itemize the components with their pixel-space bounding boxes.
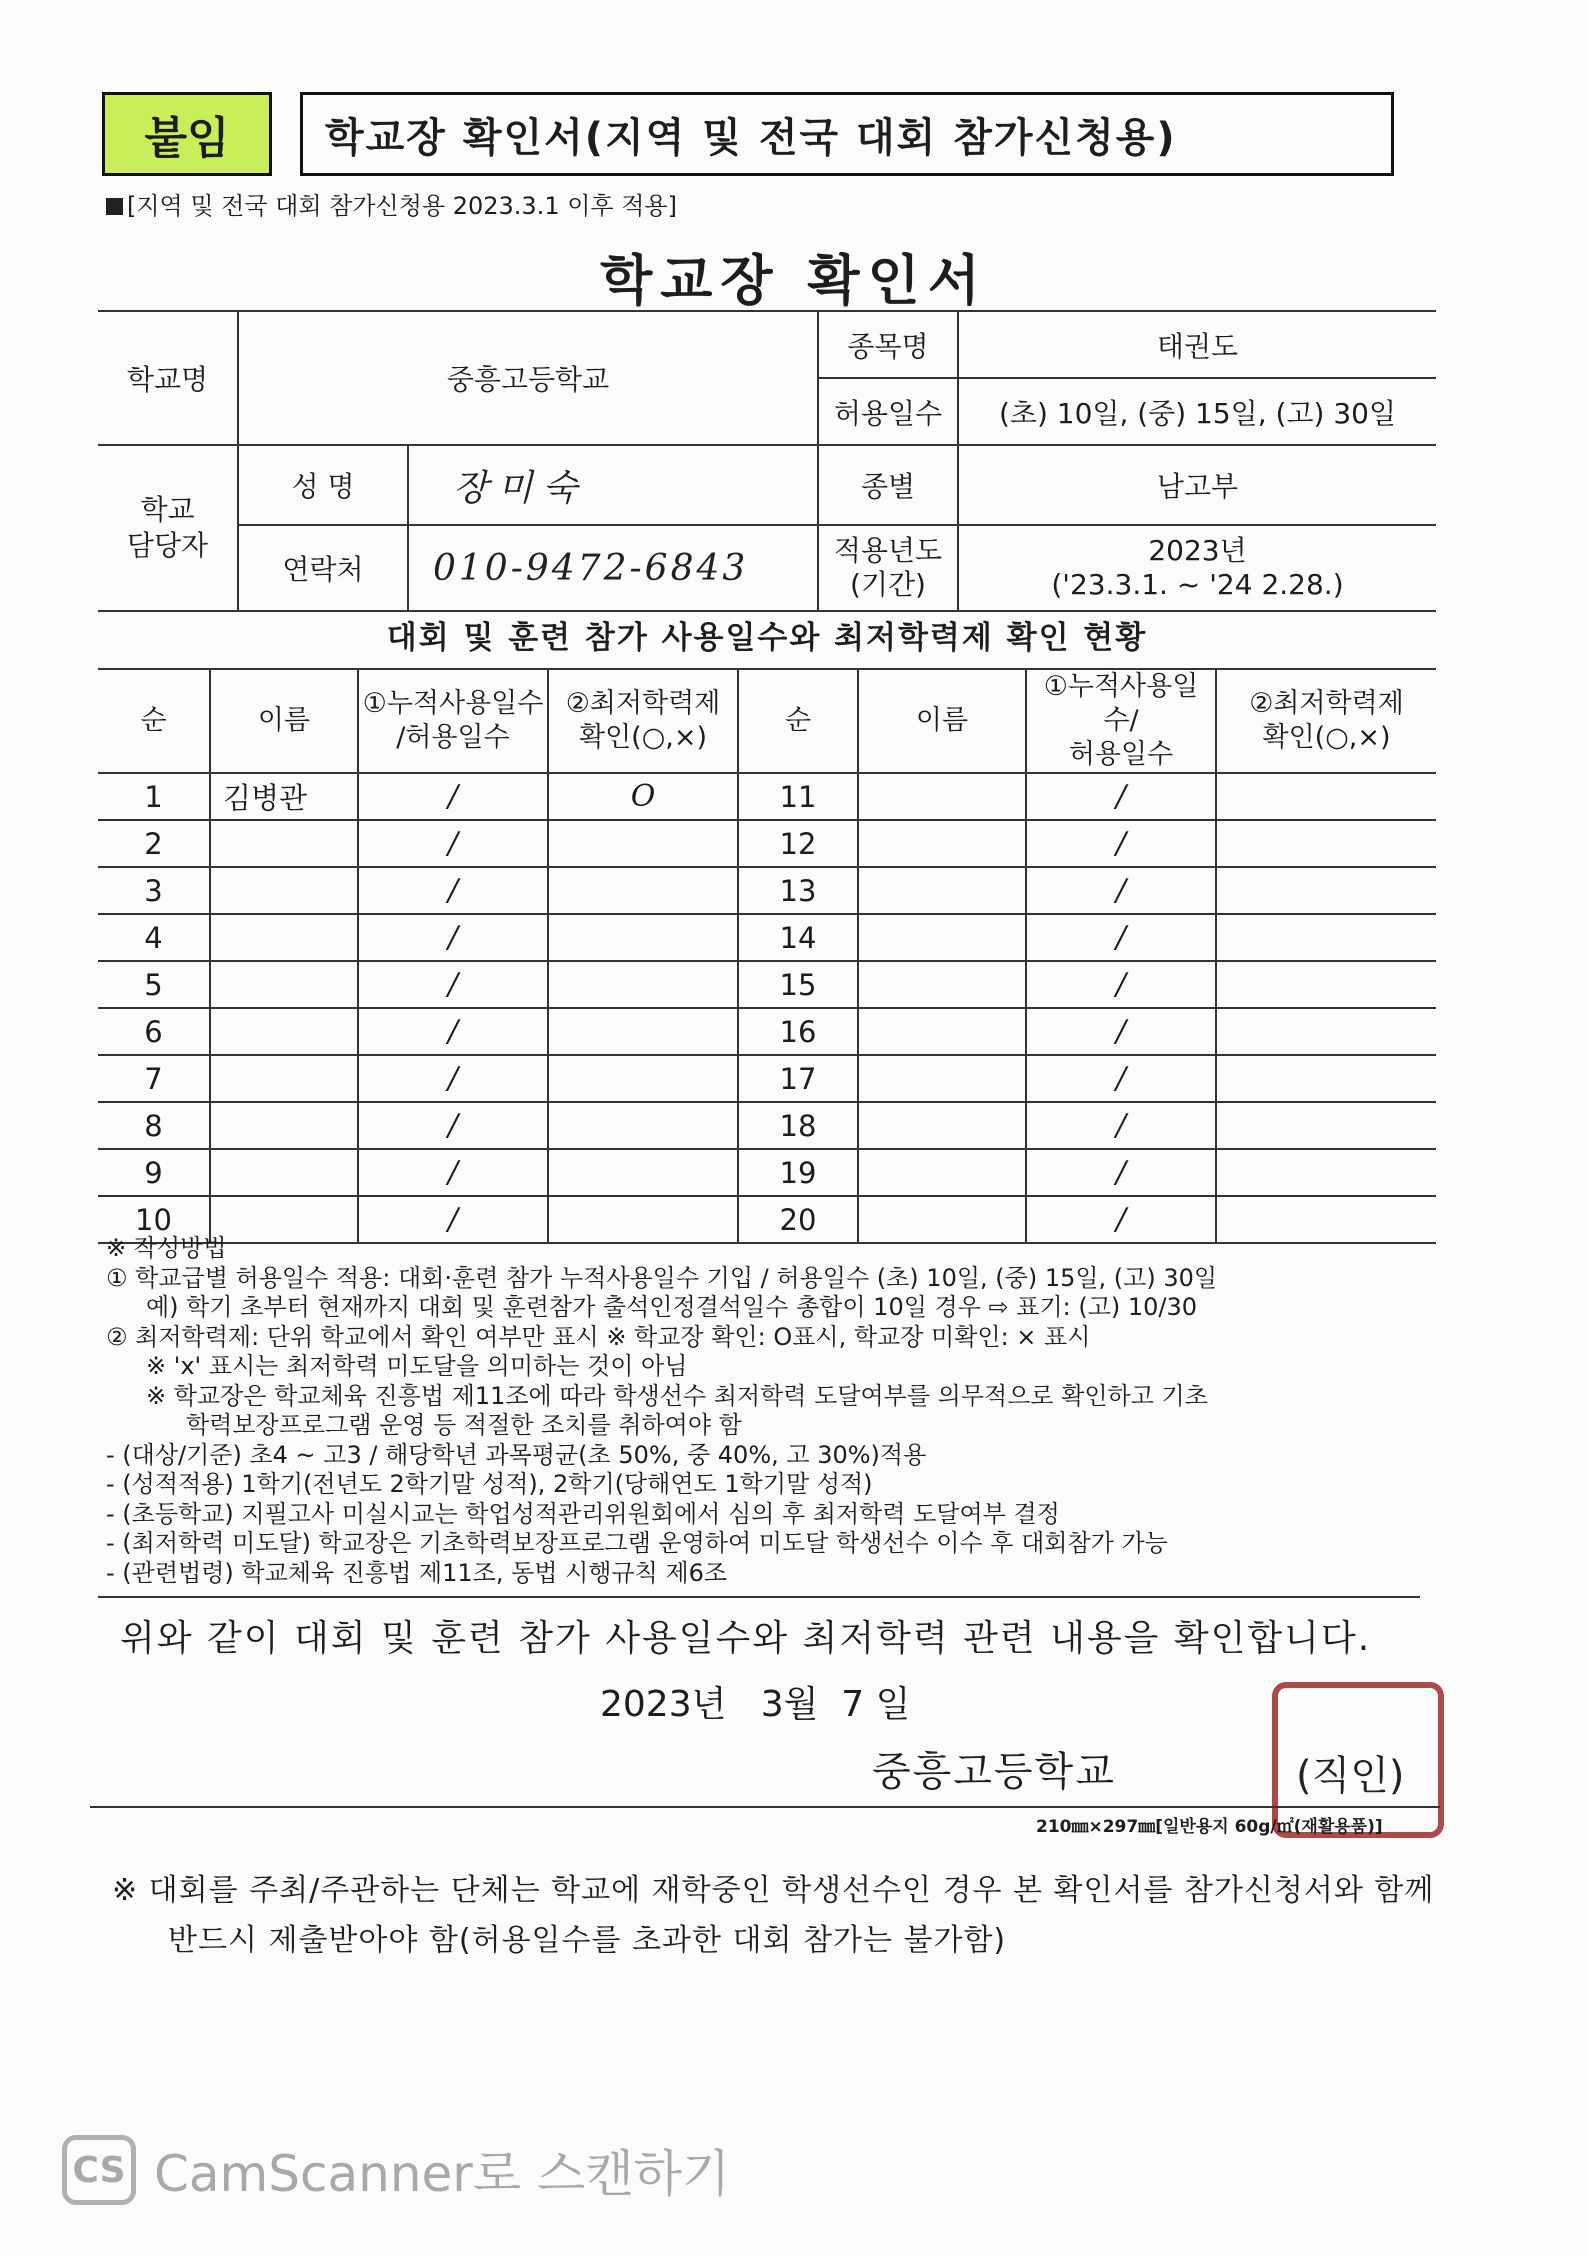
signer-school: 중흥고등학교 <box>872 1749 1116 1795</box>
note-line: - (관련법령) 학교체육 진흥법 제11조, 동법 시행규칙 제6조 <box>106 1558 728 1587</box>
note-line: ① 학교급별 허용일수 적용: 대회·훈련 참가 누적사용일수 기입 / 허용일수 (초) 10일, (중) 15일, (고) 30일 <box>106 1263 1218 1292</box>
subnote-text: [지역 및 전국 대회 참가신청용 2023.3.1 이후 적용] <box>127 192 677 220</box>
status-table <box>98 668 1436 1244</box>
row-name <box>210 1149 358 1196</box>
row-name <box>210 914 358 961</box>
row-days: / <box>358 867 548 914</box>
note-line: 예) 학기 초부터 현재까지 대회 및 훈련참가 출석인정결석일수 총합이 10일 경우 ⇨ 표기: (고) 10/30 <box>146 1293 1198 1321</box>
row-check-right <box>1216 1149 1436 1196</box>
contact-label: 연락처 <box>238 525 408 611</box>
status-title: 대회 및 훈련 참가 사용일수와 최저학력제 확인 현황 <box>386 620 1148 656</box>
row-check <box>548 1055 738 1102</box>
top-bar <box>102 92 1394 176</box>
subnote <box>106 186 677 221</box>
row-days-right: / <box>1026 773 1216 820</box>
table-row <box>98 867 1436 914</box>
row-name <box>210 961 358 1008</box>
row-no: 3 <box>98 867 210 914</box>
col-days-right: ①누적사용일수/ 허용일수 <box>1026 669 1216 773</box>
row-name: 김병관 <box>210 773 358 820</box>
note-line: - (대상/기준) 초4 ~ 고3 / 해당학년 과목평균(초 50%, 중 40%, 고 30%)적용 <box>106 1440 927 1469</box>
event-label: 종목명 <box>818 311 958 378</box>
attach-label: 붙임 <box>102 92 272 176</box>
row-name-right <box>858 1102 1026 1149</box>
note-line: - (성적적용) 1학기(전년도 2학기말 성적), 2학기(당해연도 1학기말 성적) <box>106 1470 873 1498</box>
col-no-right: 순 <box>738 669 858 773</box>
col-name-right: 이름 <box>858 669 1026 773</box>
note-line: ※ 학교장은 학교체육 진흥법 제11조에 따라 학생선수 최저학력 도달여부를 의무적으로 확인하고 기초 <box>146 1381 1208 1410</box>
row-check <box>548 961 738 1008</box>
note-line: - (최저학력 미도달) 학교장은 기초학력보장프로그램 운영하여 미도달 학생선수 이수 후 대회참가 가능 <box>106 1529 1168 1557</box>
row-check-right <box>1216 773 1436 820</box>
row-check <box>548 1102 738 1149</box>
row-name <box>210 867 358 914</box>
category-value: 남고부 <box>958 445 1436 525</box>
table-row <box>98 820 1436 867</box>
row-name <box>210 1055 358 1102</box>
contact-handwritten: 010-9472-6843 <box>408 525 818 611</box>
document-title: 학교장 확인서 <box>600 249 988 312</box>
row-days: / <box>358 914 548 961</box>
row-days: / <box>358 1196 548 1243</box>
row-days-right: / <box>1026 820 1216 867</box>
row-days-right: / <box>1026 1196 1216 1243</box>
note-line: 학력보장프로그램 운영 등 적절한 조치를 취하여야 함 <box>186 1411 742 1439</box>
school-name-value: 중흥고등학교 <box>238 311 818 445</box>
seal-label: (직인) <box>1296 1753 1405 1799</box>
row-no: 2 <box>98 820 210 867</box>
divider <box>90 1806 1440 1808</box>
note-line: - (초등학교) 지필고사 미실시교는 학업성적관리위원회에서 심의 후 최저학력 도달여부 결정 <box>106 1499 1060 1528</box>
col-check: ②최저학력제 확인(○,×) <box>548 669 738 773</box>
row-no-right: 11 <box>738 773 858 820</box>
row-days: / <box>358 773 548 820</box>
row-check-right <box>1216 1102 1436 1149</box>
col-days: ①누적사용일수 /허용일수 <box>358 669 548 773</box>
row-check: O <box>548 773 738 820</box>
row-name-right <box>858 773 1026 820</box>
confirm-statement: 위와 같이 대회 및 훈련 참가 사용일수와 최저학력 관련 내용을 확인합니다. <box>120 1618 1372 1659</box>
row-days: / <box>358 1102 548 1149</box>
table-row <box>98 1149 1436 1196</box>
row-no-right: 16 <box>738 1008 858 1055</box>
table-row <box>98 773 1436 820</box>
row-days-right: / <box>1026 961 1216 1008</box>
row-no: 7 <box>98 1055 210 1102</box>
notes <box>106 1234 1436 1588</box>
period-year: 2023년 <box>1148 534 1247 567</box>
row-no-right: 12 <box>738 820 858 867</box>
period-range: ('23.3.1. ~ '24 2.28.) <box>1051 568 1344 601</box>
table-row <box>98 914 1436 961</box>
row-check-right <box>1216 1055 1436 1102</box>
row-name <box>210 820 358 867</box>
row-days-right: / <box>1026 1102 1216 1149</box>
col-name: 이름 <box>210 669 358 773</box>
paper-size: 210㎜×297㎜[일반용지 60g/㎡(재활용품)] <box>1036 1817 1383 1837</box>
col-no: 순 <box>98 669 210 773</box>
allowed-days-value: (초) 10일, (중) 15일, (고) 30일 <box>958 378 1436 445</box>
row-no-right: 19 <box>738 1149 858 1196</box>
row-name <box>210 1102 358 1149</box>
period-label: 적용년도 (기간) <box>818 525 958 611</box>
row-check <box>548 867 738 914</box>
row-check <box>548 1149 738 1196</box>
bottom-note <box>112 1866 1442 1966</box>
row-no: 5 <box>98 961 210 1008</box>
notes-heading: ※ 작성방법 <box>106 1234 227 1262</box>
row-name-right <box>858 867 1026 914</box>
row-days: / <box>358 1055 548 1102</box>
row-days: / <box>358 1149 548 1196</box>
sign-date: 2023년 3월 7 일 <box>600 1684 911 1725</box>
row-name-right <box>858 1008 1026 1055</box>
row-no-right: 17 <box>738 1055 858 1102</box>
row-name-right <box>858 961 1026 1008</box>
row-check <box>548 820 738 867</box>
row-check-right <box>1216 1008 1436 1055</box>
row-name-right <box>858 820 1026 867</box>
row-days: / <box>358 961 548 1008</box>
row-name-right <box>858 1149 1026 1196</box>
info-table <box>98 310 1436 612</box>
row-no-right: 20 <box>738 1196 858 1243</box>
name-label: 성 명 <box>238 445 408 525</box>
camscanner-text: CamScanner로 스캔하기 <box>154 2145 731 2203</box>
row-days-right: / <box>1026 1055 1216 1102</box>
row-no: 9 <box>98 1149 210 1196</box>
table-row <box>98 1102 1436 1149</box>
event-value: 태권도 <box>958 311 1436 378</box>
row-no-right: 18 <box>738 1102 858 1149</box>
row-days: / <box>358 820 548 867</box>
row-days-right: / <box>1026 1008 1216 1055</box>
school-name-label: 학교명 <box>98 311 238 445</box>
period-value <box>958 525 1436 611</box>
row-no: 10 <box>98 1196 210 1243</box>
row-no-right: 14 <box>738 914 858 961</box>
row-no: 8 <box>98 1102 210 1149</box>
row-check-right <box>1216 961 1436 1008</box>
box-title: 학교장 확인서(지역 및 전국 대회 참가신청용) <box>300 92 1394 176</box>
category-label: 종별 <box>818 445 958 525</box>
note-line: ※ 'x' 표시는 최저학력 미도달을 의미하는 것이 아님 <box>146 1352 688 1380</box>
row-no: 4 <box>98 914 210 961</box>
col-check-right: ②최저학력제 확인(○,×) <box>1216 669 1436 773</box>
row-days-right: / <box>1026 914 1216 961</box>
row-no-right: 15 <box>738 961 858 1008</box>
square-bullet-icon <box>106 198 123 215</box>
manager-label: 학교 담당자 <box>98 445 238 611</box>
camscanner-logo-icon: CS <box>62 2135 136 2205</box>
table-row <box>98 961 1436 1008</box>
row-days: / <box>358 1008 548 1055</box>
row-name-right <box>858 914 1026 961</box>
row-name <box>210 1008 358 1055</box>
table-row <box>98 1055 1436 1102</box>
name-handwritten: 장미숙 <box>408 445 818 525</box>
note-line: ② 최저학력제: 단위 학교에서 확인 여부만 표시 ※ 학교장 확인: O표시, 학교장 미확인: × 표시 <box>106 1322 1091 1351</box>
table-row <box>98 1008 1436 1055</box>
status-header-row <box>98 669 1436 773</box>
bottom-note-line-2: 반드시 제출받아야 함(허용일수를 초과한 대회 참가는 불가함) <box>168 1923 1007 1958</box>
row-days-right: / <box>1026 1149 1216 1196</box>
row-no: 6 <box>98 1008 210 1055</box>
row-no-right: 13 <box>738 867 858 914</box>
row-check <box>548 1008 738 1055</box>
bottom-note-line-1: ※ 대회를 주최/주관하는 단체는 학교에 재학중인 학생선수인 경우 본 확인서를 참가신청서와 함께 <box>112 1873 1435 1908</box>
divider <box>98 1596 1420 1598</box>
row-check-right <box>1216 914 1436 961</box>
row-check-right <box>1216 867 1436 914</box>
row-no: 1 <box>98 773 210 820</box>
camscanner-watermark <box>62 2134 730 2206</box>
row-name-right <box>858 1055 1026 1102</box>
allowed-days-label: 허용일수 <box>818 378 958 445</box>
row-days-right: / <box>1026 867 1216 914</box>
row-check <box>548 914 738 961</box>
row-check-right <box>1216 820 1436 867</box>
